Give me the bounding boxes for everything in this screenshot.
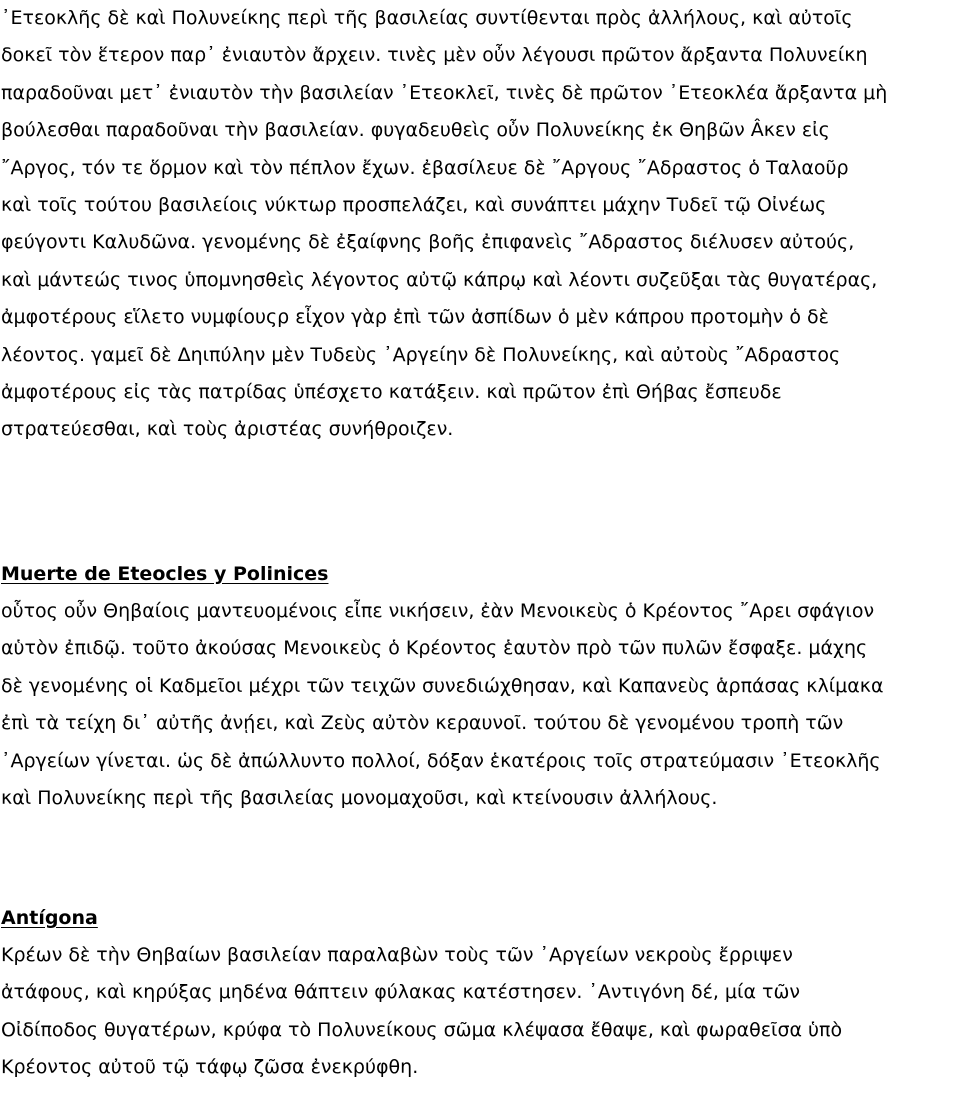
text-line: καὶ τοῖς τούτου βασιλείοις νύκτωρ προσπελάζει, καὶ συνάπτει μάχην Τυδεῖ τῷ Οἰνέως — [1, 193, 827, 216]
text-line: φεύγοντι Καλυδῶνα. γενομένης δὲ ἐξαίφνης βοῆς ἐπιφανεὶς ῎Αδραστος διέλυσεν αὐτούς, — [1, 231, 855, 254]
section-heading-antigona: Antígona — [1, 907, 98, 929]
paragraph-eteocles-polynices — [1, 0, 887, 449]
paragraph-antigona — [1, 937, 842, 1087]
section-heading-muerte: Muerte de Eteocles y Polinices — [1, 563, 329, 585]
text-line: ῎Αργος, τόν τε ὅρμον καὶ τὸν πέπλον ἔχων. ἐβασίλευε δὲ ῎Αργους ῎Αδραστος ὁ Ταλαοῦρ — [1, 156, 849, 179]
text-line: παραδοῦναι μετ᾿ ἐνιαυτὸν τὴν βασιλείαν ᾿Ετεοκλεῖ, τινὲς δὲ πρῶτον ᾿Ετεοκλέα ἄρξαντα μὴ — [1, 81, 888, 104]
text-line: στρατεύεσθαι, καὶ τοὺς ἀριστέας συνήθροιζεν. — [1, 418, 454, 441]
text-line: καὶ Πολυνείκης περὶ τῆς βασιλείας μονομαχοῦσι, καὶ κτείνουσιν ἀλλήλους. — [1, 786, 718, 809]
text-line: λέοντος. γαμεῖ δὲ Δηιπύλην μὲν Τυδεὺς ᾿Αργείην δὲ Πολυνείκης, καὶ αὐτοὺς ῎Αδραστος — [1, 343, 841, 366]
text-line: δὲ γενομένης οἱ Καδμεῖοι μέχρι τῶν τειχῶν συνεδιώχθησαν, καὶ Καπανεὺς ἁρπάσας κλίμακα — [1, 674, 884, 697]
text-line: βούλεσθαι παραδοῦναι τὴν βασιλείαν. φυγαδευθεὶς οὖν Πολυνείκης ἐκ Θηβῶν Âκεν εἰς — [1, 119, 830, 142]
text-line: οὗτος οὖν Θηβαίοις μαντευομένοις εἶπε νικήσειν, ἐὰν Μενοικεὺς ὁ Κρέοντος ῎Αρει σφάγιον — [1, 600, 875, 622]
text-line: ᾿Ετεοκλῆς δὲ καὶ Πολυνείκης περὶ τῆς βασιλείας συντίθενται πρὸς ἀλλήλους, καὶ αὐτοῖς — [1, 7, 853, 29]
text-line: ἀτάφους, καὶ κηρύξας μηδένα θάπτειν φύλακας κατέστησεν. ᾿Αντιγόνη δέ, μία τῶν — [1, 981, 800, 1004]
text-line: αὑτὸν ἐπιδῷ. τοῦτο ἀκούσας Μενοικεὺς ὁ Κρέοντος ἑαυτὸν πρὸ τῶν πυλῶν ἔσφαξε. μάχης — [1, 637, 868, 660]
text-line: δοκεῖ τὸν ἕτερον παρ᾿ ἐνιαυτὸν ἄρχειν. τινὲς μὲν οὖν λέγουσι πρῶτον ἄρξαντα Πολυνείκη — [1, 44, 868, 67]
text-line: Κρέων δὲ τὴν Θηβαίων βασιλείαν παραλαβὼν τοὺς τῶν ᾿Αργείων νεκροὺς ἔρριψεν — [1, 944, 793, 966]
text-line: ᾿Αργείων γίνεται. ὡς δὲ ἀπώλλυντο πολλοί, δόξαν ἑκατέροις τοῖς στρατεύμασιν ᾿Ετεοκλῆς — [1, 749, 881, 772]
paragraph-muerte — [1, 593, 884, 817]
text-line: ἀμφοτέρους εἵλετο νυμφίουςρ εἶχον γὰρ ἐπὶ τῶν ἀσπίδων ὁ μὲν κάπρου προτομὴν ὁ δὲ — [1, 306, 829, 329]
text-line: Κρέοντος αὐτοῦ τῷ τάφῳ ζῶσα ἐνεκρύφθη. — [1, 1056, 419, 1079]
text-line: ἐπὶ τὰ τείχη δι᾿ αὐτῆς ἀνῄει, καὶ Ζεὺς αὐτὸν κεραυνοῖ. τούτου δὲ γενομένου τροπὴ τῶν — [1, 712, 844, 735]
text-line: ἀμφοτέρους εἰς τὰς πατρίδας ὑπέσχετο κατάξειν. καὶ πρῶτον ἐπὶ Θήβας ἔσπευδε — [1, 380, 782, 403]
text-line: Οἰδίποδος θυγατέρων, κρύφα τὸ Πολυνείκους σῶμα κλέψασα ἔθαψε, καὶ φωραθεῖσα ὑπὸ — [1, 1018, 843, 1041]
text-line: καὶ μάντεώς τινος ὑπομνησθεὶς λέγοντος αὐτῷ κάπρῳ καὶ λέοντι συζεῦξαι τὰς θυγατέρας, — [1, 268, 878, 291]
